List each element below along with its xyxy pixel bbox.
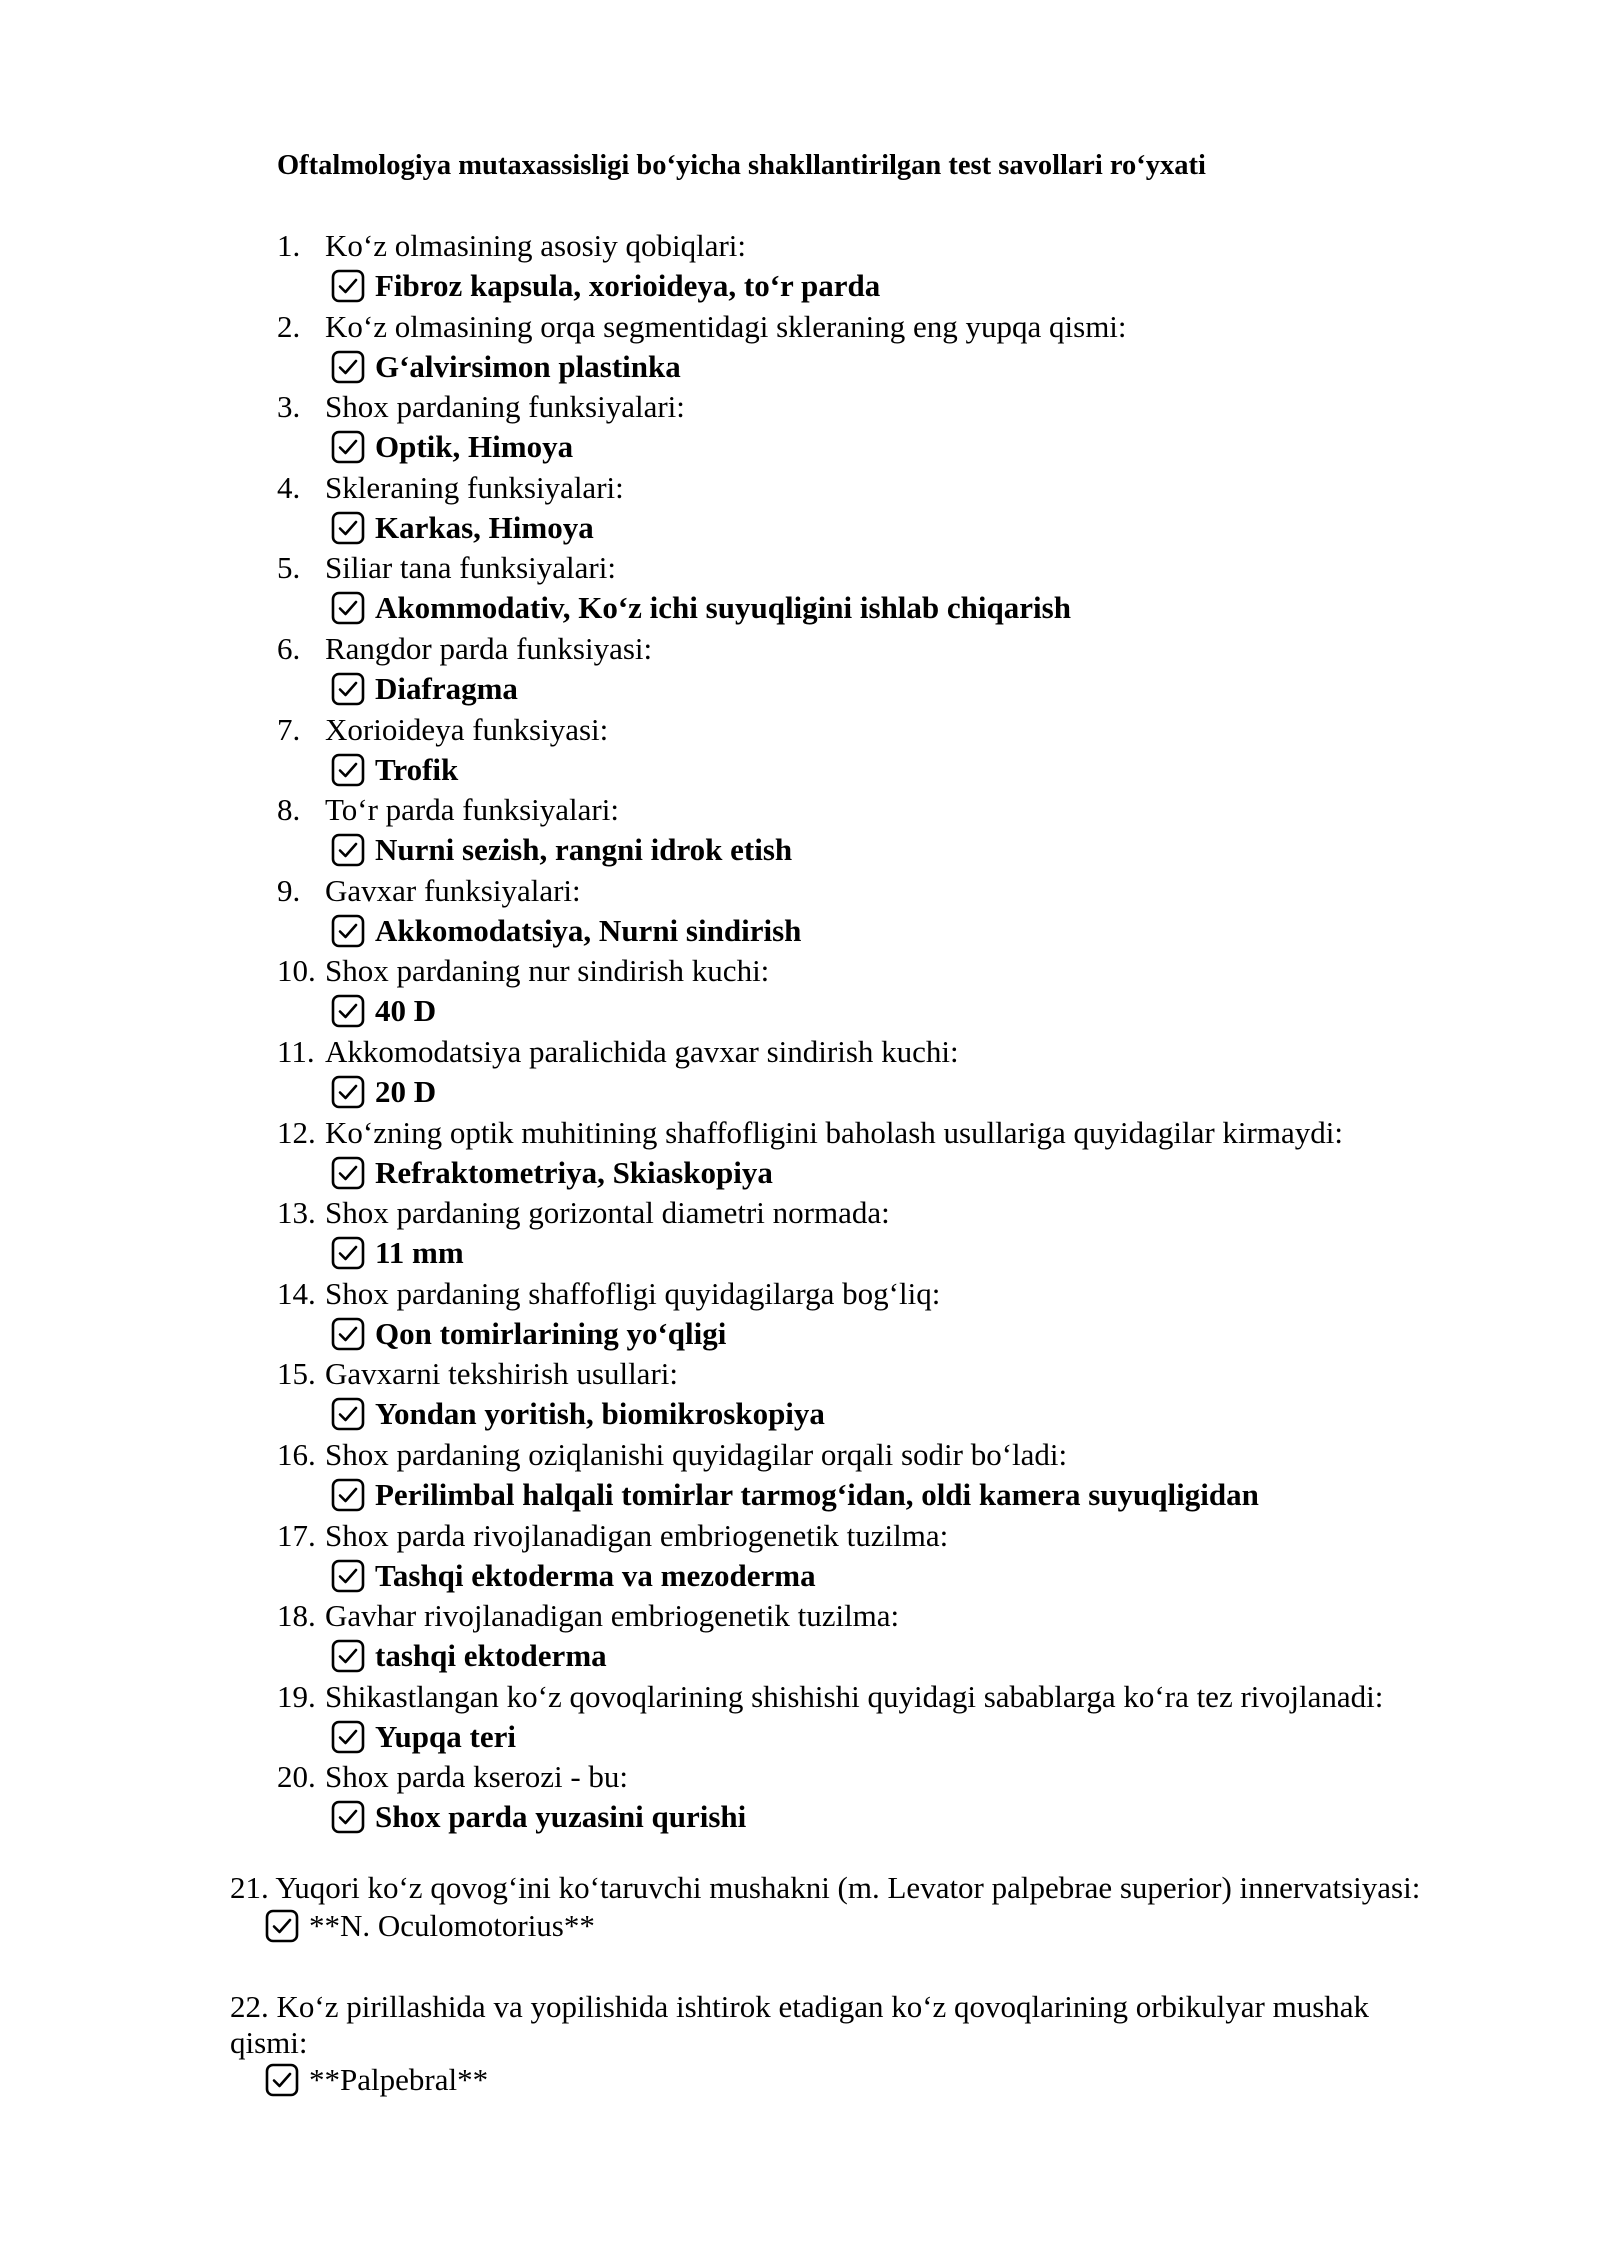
checkbox-checked-icon bbox=[331, 1720, 365, 1754]
checkbox-checked-icon bbox=[265, 1909, 299, 1943]
question-number: 1. bbox=[277, 228, 301, 263]
question-number: 19. bbox=[277, 1679, 316, 1714]
answer-text: tashqi ektoderma bbox=[375, 1638, 607, 1673]
question-number: 4. bbox=[277, 470, 301, 505]
question-20 bbox=[277, 1759, 628, 1795]
checkbox-checked-icon bbox=[331, 1478, 365, 1512]
question-22-line2: qismi: bbox=[230, 2025, 308, 2060]
question-1 bbox=[277, 228, 746, 264]
question-5 bbox=[277, 550, 616, 586]
question-text: Shox pardaning gorizontal diametri normada: bbox=[325, 1195, 890, 1230]
question-15 bbox=[277, 1356, 678, 1392]
question-8 bbox=[277, 792, 619, 828]
answer-text: Karkas, Himoya bbox=[375, 510, 594, 545]
answer-16 bbox=[331, 1477, 1259, 1513]
answer-text: Yondan yoritish, biomikroskopiya bbox=[375, 1396, 825, 1431]
question-number: 12. bbox=[277, 1115, 316, 1150]
answer-17 bbox=[331, 1558, 816, 1594]
answer-text: Trofik bbox=[375, 752, 459, 787]
checkbox-checked-icon bbox=[331, 1075, 365, 1109]
question-number: 20. bbox=[277, 1759, 316, 1794]
question-13 bbox=[277, 1195, 890, 1231]
question-number: 16. bbox=[277, 1437, 316, 1472]
question-2 bbox=[277, 309, 1127, 345]
checkbox-checked-icon bbox=[331, 511, 365, 545]
answer-5 bbox=[331, 590, 1071, 626]
answer-text: 40 D bbox=[375, 993, 437, 1028]
answer-22 bbox=[265, 2062, 488, 2098]
checkbox-checked-icon bbox=[331, 1800, 365, 1834]
answer-text: Qon tomirlarining yo‘qligi bbox=[375, 1316, 727, 1351]
answer-13 bbox=[331, 1235, 464, 1271]
answer-text: Yupqa teri bbox=[375, 1719, 516, 1754]
question-text: Skleraning funksiyalari: bbox=[325, 470, 624, 505]
question-10 bbox=[277, 953, 769, 989]
answer-1 bbox=[331, 268, 880, 304]
answer-19 bbox=[331, 1719, 516, 1755]
checkbox-checked-icon bbox=[265, 2063, 299, 2097]
question-text: Rangdor parda funksiyasi: bbox=[325, 631, 653, 666]
answer-text: Tashqi ektoderma va mezoderma bbox=[375, 1558, 816, 1593]
answer-15 bbox=[331, 1396, 825, 1432]
answer-text: **N. Oculomotorius** bbox=[309, 1908, 595, 1943]
checkbox-checked-icon bbox=[331, 753, 365, 787]
checkbox-checked-icon bbox=[331, 914, 365, 948]
answer-20 bbox=[331, 1799, 746, 1835]
answer-7 bbox=[331, 752, 458, 788]
checkbox-checked-icon bbox=[331, 994, 365, 1028]
question-3 bbox=[277, 389, 685, 425]
question-text: Shox pardaning funksiyalari: bbox=[325, 389, 685, 424]
answer-4 bbox=[331, 510, 594, 546]
answer-text: Perilimbal halqali tomirlar tarmog‘idan, oldi kamera suyuqligidan bbox=[375, 1477, 1259, 1512]
question-text: Akkomodatsiya paralichida gavxar sindirish kuchi: bbox=[325, 1034, 959, 1069]
question-number: 13. bbox=[277, 1195, 316, 1230]
question-4 bbox=[277, 470, 624, 506]
question-6 bbox=[277, 631, 652, 667]
question-text: Ko‘z olmasining orqa segmentidagi skleraning eng yupqa qismi: bbox=[325, 309, 1127, 344]
answer-12 bbox=[331, 1155, 773, 1191]
question-text: Shox pardaning shaffofligi quyidagilarga bog‘liq: bbox=[325, 1276, 941, 1311]
question-text: Gavxar funksiyalari: bbox=[325, 873, 581, 908]
question-text: Shikastlangan ko‘z qovoqlarining shishishi quyidagi sabablarga ko‘ra tez rivojlanadi: bbox=[325, 1679, 1384, 1714]
question-number: 17. bbox=[277, 1518, 316, 1553]
question-number: 2. bbox=[277, 309, 301, 344]
answer-text: **Palpebral** bbox=[309, 2062, 489, 2097]
checkbox-checked-icon bbox=[331, 833, 365, 867]
question-number: 10. bbox=[277, 953, 316, 988]
checkbox-checked-icon bbox=[331, 1317, 365, 1351]
question-text: Shox pardaning oziqlanishi quyidagilar orqali sodir bo‘ladi: bbox=[325, 1437, 1068, 1472]
question-number: 11. bbox=[277, 1034, 315, 1069]
question-16 bbox=[277, 1437, 1067, 1473]
answer-text: Akommodativ, Ko‘z ichi suyuqligini ishlab chiqarish bbox=[375, 590, 1071, 625]
checkbox-checked-icon bbox=[331, 1236, 365, 1270]
question-text: Ko‘z olmasining asosiy qobiqlari: bbox=[325, 228, 747, 263]
question-19 bbox=[277, 1679, 1383, 1715]
answer-text: Optik, Himoya bbox=[375, 429, 574, 464]
answer-8 bbox=[331, 832, 792, 868]
question-18 bbox=[277, 1598, 899, 1634]
answer-text: 11 mm bbox=[375, 1235, 464, 1270]
question-text: Gavhar rivojlanadigan embriogenetik tuzilma: bbox=[325, 1598, 900, 1633]
question-number: 15. bbox=[277, 1356, 316, 1391]
question-text: Shox parda kserozi - bu: bbox=[325, 1759, 629, 1794]
checkbox-checked-icon bbox=[331, 1559, 365, 1593]
answer-text: Akkomodatsiya, Nurni sindirish bbox=[375, 913, 802, 948]
answer-text: Refraktometriya, Skiaskopiya bbox=[375, 1155, 773, 1190]
answer-text: G‘alvirsimon plastinka bbox=[375, 349, 681, 384]
answer-text: 20 D bbox=[375, 1074, 437, 1109]
question-number: 5. bbox=[277, 550, 301, 585]
checkbox-checked-icon bbox=[331, 672, 365, 706]
answer-9 bbox=[331, 913, 801, 949]
checkbox-checked-icon bbox=[331, 1639, 365, 1673]
answer-11 bbox=[331, 1074, 436, 1110]
checkbox-checked-icon bbox=[331, 1156, 365, 1190]
checkbox-checked-icon bbox=[331, 591, 365, 625]
question-text: To‘r parda funksiyalari: bbox=[325, 792, 619, 827]
checkbox-checked-icon bbox=[331, 1397, 365, 1431]
question-text: Shox parda rivojlanadigan embriogenetik tuzilma: bbox=[325, 1518, 949, 1553]
question-text: Ko‘zning optik muhitining shaffofligini baholash usullariga quyidagilar kirmaydi: bbox=[325, 1115, 1343, 1150]
question-11 bbox=[277, 1034, 959, 1070]
question-17 bbox=[277, 1518, 948, 1554]
answer-text: Nurni sezish, rangni idrok etish bbox=[375, 832, 793, 867]
question-7 bbox=[277, 712, 608, 748]
question-number: 3. bbox=[277, 389, 301, 424]
question-text: Gavxarni tekshirish usullari: bbox=[325, 1356, 678, 1391]
answer-21 bbox=[265, 1908, 595, 1944]
checkbox-checked-icon bbox=[331, 269, 365, 303]
answer-6 bbox=[331, 671, 518, 707]
question-number: 18. bbox=[277, 1598, 316, 1633]
question-number: 8. bbox=[277, 792, 301, 827]
question-text: Siliar tana funksiyalari: bbox=[325, 550, 616, 585]
document-title: Oftalmologiya mutaxassisligi bo‘yicha shakllantirilgan test savollari ro‘yxati bbox=[277, 150, 1206, 181]
answer-text: Shox parda yuzasini qurishi bbox=[375, 1799, 747, 1834]
answer-18 bbox=[331, 1638, 607, 1674]
answer-2 bbox=[331, 349, 681, 385]
answer-text: Diafragma bbox=[375, 671, 518, 706]
answer-3 bbox=[331, 429, 573, 465]
answer-14 bbox=[331, 1316, 726, 1352]
question-9 bbox=[277, 873, 581, 909]
question-number: 6. bbox=[277, 631, 301, 666]
answer-text: Fibroz kapsula, xorioideya, to‘r parda bbox=[375, 268, 881, 303]
checkbox-checked-icon bbox=[331, 350, 365, 384]
question-text: Shox pardaning nur sindirish kuchi: bbox=[325, 953, 770, 988]
question-text: Xorioideya funksiyasi: bbox=[325, 712, 609, 747]
question-21: 21. Yuqori ko‘z qovog‘ini ko‘taruvchi mushakni (m. Levator palpebrae superior) innervatsiyasi: bbox=[230, 1870, 1421, 1905]
question-22-line1: 22. Ko‘z pirillashida va yopilishida ishtirok etadigan ko‘z qovoqlarining orbikulyar mushak bbox=[230, 1989, 1370, 2024]
question-number: 9. bbox=[277, 873, 301, 908]
question-number: 14. bbox=[277, 1276, 316, 1311]
checkbox-checked-icon bbox=[331, 430, 365, 464]
question-number: 7. bbox=[277, 712, 301, 747]
question-14 bbox=[277, 1276, 940, 1312]
answer-10 bbox=[331, 993, 436, 1029]
question-12 bbox=[277, 1115, 1343, 1151]
